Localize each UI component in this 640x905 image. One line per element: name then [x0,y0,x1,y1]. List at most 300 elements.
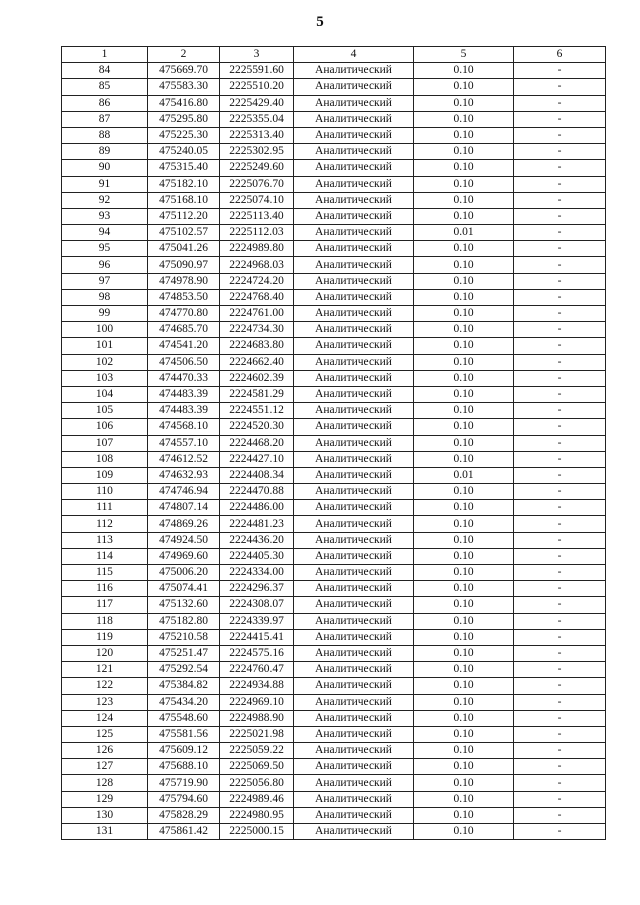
table-row [62,613,606,629]
table-cell: Аналитический [294,144,414,160]
table-cell: - [514,289,606,305]
table-cell: - [514,710,606,726]
table-row [62,208,606,224]
table-cell: 2225000.15 [220,824,294,840]
table-cell: Аналитический [294,338,414,354]
table-cell: Аналитический [294,306,414,322]
table-cell: 0.10 [414,565,514,581]
table-cell: 475434.20 [148,694,220,710]
table-cell: Аналитический [294,775,414,791]
table-cell: 475384.82 [148,678,220,694]
table-cell: 0.01 [414,225,514,241]
table-row [62,565,606,581]
table-row [62,192,606,208]
table-cell: 92 [62,192,148,208]
table-row [62,144,606,160]
table-cell: 475041.26 [148,241,220,257]
table-row [62,419,606,435]
table-row [62,289,606,305]
table-cell: 130 [62,807,148,823]
table-cell: - [514,484,606,500]
table-cell: 474685.70 [148,322,220,338]
table-cell: 128 [62,775,148,791]
table-cell: 2224734.30 [220,322,294,338]
table-cell: Аналитический [294,435,414,451]
table-cell: 2224575.16 [220,645,294,661]
table-cell: 2224405.30 [220,548,294,564]
table-cell: 2225021.98 [220,726,294,742]
table-cell: 474557.10 [148,435,220,451]
table-cell: Аналитический [294,548,414,564]
table-cell: Аналитический [294,678,414,694]
table-cell: - [514,354,606,370]
table-cell: 2224436.20 [220,532,294,548]
table-cell: 474568.10 [148,419,220,435]
table-cell: 103 [62,370,148,386]
table-cell: Аналитический [294,354,414,370]
table-cell: Аналитический [294,419,414,435]
table-row [62,759,606,775]
table-cell: Аналитический [294,451,414,467]
table-row [62,306,606,322]
table-cell: 475292.54 [148,662,220,678]
table-cell: 0.10 [414,257,514,273]
table-cell: 113 [62,532,148,548]
table-cell: Аналитический [294,273,414,289]
table-cell: - [514,127,606,143]
table-cell: 474632.93 [148,467,220,483]
table-cell: Аналитический [294,662,414,678]
table-cell: Аналитический [294,629,414,645]
table-cell: 2224296.37 [220,581,294,597]
table-cell: - [514,565,606,581]
table-cell: Аналитический [294,322,414,338]
table-cell: 2224486.00 [220,500,294,516]
table-cell: 125 [62,726,148,742]
table-cell: 2225355.04 [220,111,294,127]
table-cell: - [514,807,606,823]
table-cell: - [514,500,606,516]
table-cell: 2224427.10 [220,451,294,467]
table-row [62,403,606,419]
table-cell: Аналитический [294,257,414,273]
table-cell: 0.10 [414,435,514,451]
table-cell: 0.10 [414,144,514,160]
table-cell: - [514,581,606,597]
table-cell: - [514,306,606,322]
table-cell: 475168.10 [148,192,220,208]
table-cell: Аналитический [294,403,414,419]
table-cell: 0.10 [414,241,514,257]
page-number: 5 [316,14,324,30]
table-cell: Аналитический [294,241,414,257]
table-cell: 131 [62,824,148,840]
table-cell: 2225591.60 [220,63,294,79]
table-cell: 474770.80 [148,306,220,322]
table-row [62,548,606,564]
table-cell: 0.10 [414,160,514,176]
table-cell: 0.10 [414,824,514,840]
table-cell: 91 [62,176,148,192]
table-row [62,63,606,79]
table-cell: 94 [62,225,148,241]
column-header: 5 [414,47,514,63]
table-cell: 474541.20 [148,338,220,354]
table-row [62,111,606,127]
table-cell: 475006.20 [148,565,220,581]
table-cell: 89 [62,144,148,160]
table-cell: 101 [62,338,148,354]
table-row [62,225,606,241]
table-cell: 117 [62,597,148,613]
table-cell: 0.10 [414,743,514,759]
table-cell: - [514,370,606,386]
table-cell: 0.10 [414,662,514,678]
table-cell: 2224415.41 [220,629,294,645]
table-cell: 104 [62,386,148,402]
table-cell: 86 [62,95,148,111]
table-cell: 110 [62,484,148,500]
table-cell: 475315.40 [148,160,220,176]
table-row [62,824,606,840]
table-cell: 2224581.29 [220,386,294,402]
table-cell: Аналитический [294,160,414,176]
table-cell: 0.10 [414,322,514,338]
table-row [62,241,606,257]
table-row [62,532,606,548]
table-row [62,79,606,95]
table-cell: 475112.20 [148,208,220,224]
table-row [62,370,606,386]
table-cell: Аналитический [294,743,414,759]
table-cell: 0.10 [414,629,514,645]
table-body [62,63,606,840]
table-cell: 0.10 [414,354,514,370]
table-cell: 474612.52 [148,451,220,467]
table-cell: 2225510.20 [220,79,294,95]
table-cell: 475794.60 [148,791,220,807]
table-row [62,354,606,370]
table-cell: 2224768.40 [220,289,294,305]
table-cell: - [514,435,606,451]
table-cell: 475861.42 [148,824,220,840]
table-cell: 0.10 [414,79,514,95]
table-cell: 2224481.23 [220,516,294,532]
table-cell: - [514,791,606,807]
table-cell: Аналитический [294,565,414,581]
table-cell: 2224662.40 [220,354,294,370]
table-cell: 2224551.12 [220,403,294,419]
table-cell: 474969.60 [148,548,220,564]
table-row [62,694,606,710]
table-cell: 0.10 [414,111,514,127]
table-cell: - [514,467,606,483]
table-cell: 475828.29 [148,807,220,823]
table-cell: 475240.05 [148,144,220,160]
table-cell: 0.10 [414,597,514,613]
table-cell: 99 [62,306,148,322]
table-cell: Аналитический [294,176,414,192]
table-cell: 100 [62,322,148,338]
table-row [62,95,606,111]
table-cell: 2224988.90 [220,710,294,726]
table-cell: - [514,694,606,710]
table-cell: 93 [62,208,148,224]
table-cell: 95 [62,241,148,257]
table-row [62,597,606,613]
table-cell: 98 [62,289,148,305]
table-cell: Аналитический [294,516,414,532]
table-row [62,338,606,354]
table-cell: - [514,225,606,241]
table-cell: 87 [62,111,148,127]
table-cell: 88 [62,127,148,143]
table-cell: Аналитический [294,111,414,127]
table-cell: - [514,759,606,775]
table-row [62,176,606,192]
table-cell: 2225059.22 [220,743,294,759]
table-cell: 0.10 [414,726,514,742]
table-cell: 2224408.34 [220,467,294,483]
table-cell: Аналитический [294,726,414,742]
table-cell: 0.10 [414,338,514,354]
table-row [62,581,606,597]
table-row [62,273,606,289]
table-cell: 475251.47 [148,645,220,661]
table-cell: 0.10 [414,63,514,79]
table-cell: 475182.80 [148,613,220,629]
table-cell: Аналитический [294,386,414,402]
table-row [62,467,606,483]
table-cell: 0.10 [414,95,514,111]
table-cell: 475669.70 [148,63,220,79]
table-cell: 0.10 [414,532,514,548]
table-cell: 0.10 [414,370,514,386]
table-row [62,710,606,726]
table-cell: 475688.10 [148,759,220,775]
table-cell: 475210.58 [148,629,220,645]
table-row [62,127,606,143]
table-cell: 2225074.10 [220,192,294,208]
table-cell: 2224969.10 [220,694,294,710]
table-cell: Аналитический [294,79,414,95]
table-cell: - [514,548,606,564]
table-cell: 0.10 [414,548,514,564]
table-cell: - [514,613,606,629]
table-cell: - [514,386,606,402]
table-header-row [62,47,606,63]
table-cell: 109 [62,467,148,483]
table-cell: 2225056.80 [220,775,294,791]
table-cell: 96 [62,257,148,273]
table-cell: 90 [62,160,148,176]
table-cell: 97 [62,273,148,289]
table-cell: 2224308.07 [220,597,294,613]
table-cell: 0.10 [414,775,514,791]
table-cell: - [514,743,606,759]
table-cell: 0.10 [414,694,514,710]
table-row [62,678,606,694]
table-row [62,743,606,759]
table-row [62,726,606,742]
table-cell: 84 [62,63,148,79]
table-cell: Аналитический [294,597,414,613]
table-cell: 474853.50 [148,289,220,305]
table-cell: 475295.80 [148,111,220,127]
table-cell: 2224602.39 [220,370,294,386]
table-row [62,791,606,807]
table-cell: 475548.60 [148,710,220,726]
table-cell: 102 [62,354,148,370]
table-cell: 2224470.88 [220,484,294,500]
table-cell: Аналитический [294,791,414,807]
table-cell: 119 [62,629,148,645]
table-cell: 2225313.40 [220,127,294,143]
table-cell: 474470.33 [148,370,220,386]
table-cell: - [514,645,606,661]
table-cell: - [514,192,606,208]
table-cell: - [514,419,606,435]
table-cell: 475581.56 [148,726,220,742]
table-cell: 0.10 [414,208,514,224]
column-header: 3 [220,47,294,63]
table-row [62,322,606,338]
table-cell: 122 [62,678,148,694]
table-row [62,257,606,273]
table-cell: Аналитический [294,289,414,305]
table-cell: 475609.12 [148,743,220,759]
table-cell: 0.10 [414,306,514,322]
table-cell: 0.01 [414,467,514,483]
table-cell: 107 [62,435,148,451]
table-cell: 2225113.40 [220,208,294,224]
table-cell: 0.10 [414,500,514,516]
table-cell: 0.10 [414,613,514,629]
table-cell: 2224989.46 [220,791,294,807]
table-cell: 112 [62,516,148,532]
table-row [62,451,606,467]
table-cell: - [514,241,606,257]
table-cell: 121 [62,662,148,678]
table-cell: - [514,775,606,791]
table-row [62,484,606,500]
table-cell: Аналитический [294,225,414,241]
table-cell: 129 [62,791,148,807]
table-cell: 475102.57 [148,225,220,241]
table-row [62,775,606,791]
table-cell: 0.10 [414,645,514,661]
table-cell: Аналитический [294,370,414,386]
table-cell: Аналитический [294,192,414,208]
table-cell: 2224968.03 [220,257,294,273]
table-cell: - [514,79,606,95]
table-cell: - [514,678,606,694]
table-cell: 0.10 [414,192,514,208]
table-cell: 475132.60 [148,597,220,613]
table-cell: Аналитический [294,500,414,516]
table-cell: 0.10 [414,759,514,775]
table-row [62,629,606,645]
table-cell: 2224934.88 [220,678,294,694]
table-cell: 0.10 [414,791,514,807]
table-cell: Аналитический [294,127,414,143]
table-cell: 118 [62,613,148,629]
table-cell: 0.10 [414,678,514,694]
coordinates-table [61,46,606,840]
table-cell: Аналитический [294,694,414,710]
table-cell: 474506.50 [148,354,220,370]
table-cell: 2224339.97 [220,613,294,629]
table-cell: 474483.39 [148,386,220,402]
table-cell: 0.10 [414,484,514,500]
table-cell: 0.10 [414,273,514,289]
table-cell: Аналитический [294,645,414,661]
table-cell: 108 [62,451,148,467]
table-cell: 2225249.60 [220,160,294,176]
table-cell: 105 [62,403,148,419]
table-cell: 2224468.20 [220,435,294,451]
table-row [62,500,606,516]
table-cell: - [514,273,606,289]
table-cell: 2224334.00 [220,565,294,581]
table-row [62,516,606,532]
table-cell: 0.10 [414,127,514,143]
table-cell: Аналитический [294,807,414,823]
table-cell: 2224980.95 [220,807,294,823]
table-cell: 0.10 [414,581,514,597]
table-cell: Аналитический [294,467,414,483]
table-cell: 475090.97 [148,257,220,273]
table-row [62,386,606,402]
table-cell: 126 [62,743,148,759]
table-cell: 2224760.47 [220,662,294,678]
table-cell: - [514,322,606,338]
table-row [62,160,606,176]
table-cell: 2225302.95 [220,144,294,160]
table-cell: 2225076.70 [220,176,294,192]
table-row [62,662,606,678]
table-cell: 475416.80 [148,95,220,111]
table-cell: Аналитический [294,532,414,548]
table-cell: - [514,176,606,192]
table-cell: Аналитический [294,63,414,79]
table-cell: Аналитический [294,484,414,500]
table-row [62,435,606,451]
table-cell: Аналитический [294,208,414,224]
table-cell: - [514,144,606,160]
table-cell: 0.10 [414,451,514,467]
table-cell: 2224683.80 [220,338,294,354]
table-cell: 2224989.80 [220,241,294,257]
table-cell: 0.10 [414,386,514,402]
table-cell: 2224761.00 [220,306,294,322]
table-cell: - [514,160,606,176]
table-cell: 0.10 [414,516,514,532]
table-cell: 474483.39 [148,403,220,419]
column-header: 6 [514,47,606,63]
table-cell: - [514,516,606,532]
table-cell: 2225069.50 [220,759,294,775]
table-cell: - [514,111,606,127]
table-cell: 475719.90 [148,775,220,791]
table-cell: Аналитический [294,710,414,726]
table-cell: - [514,629,606,645]
table-cell: 85 [62,79,148,95]
table-cell: Аналитический [294,95,414,111]
table-cell: 0.10 [414,419,514,435]
table-cell: - [514,338,606,354]
table-cell: - [514,726,606,742]
